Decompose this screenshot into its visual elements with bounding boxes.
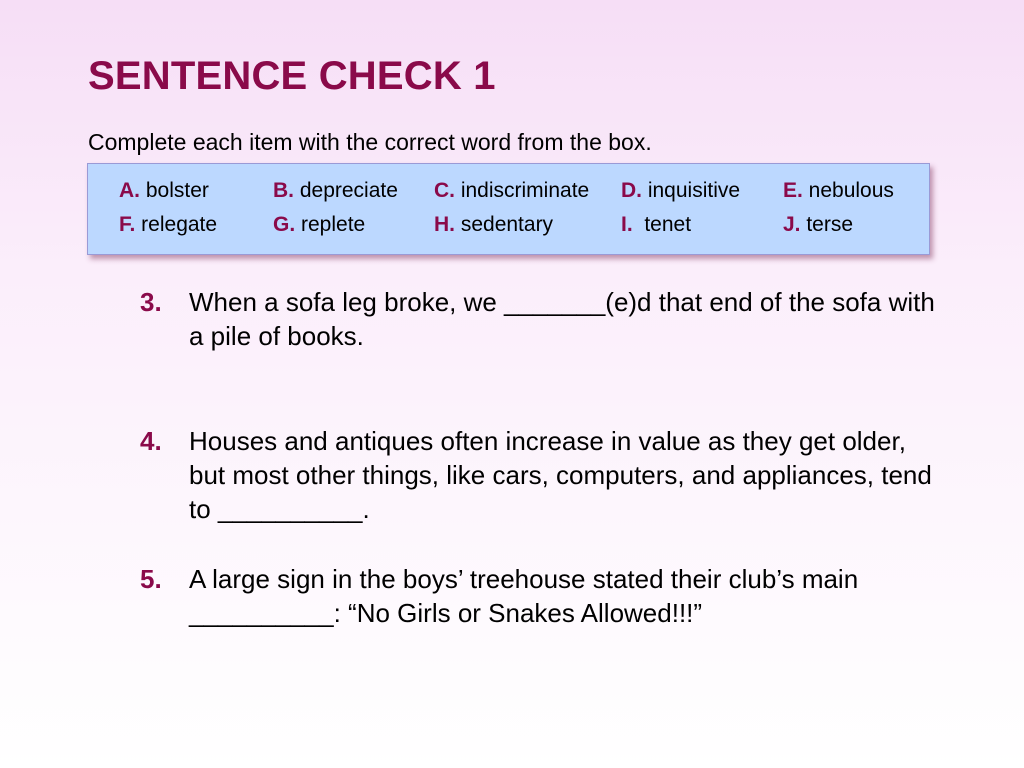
word-option-f	[119, 212, 217, 238]
word-text: bolster	[140, 179, 209, 202]
word-option-i	[621, 212, 691, 238]
page-title: SENTENCE CHECK 1	[88, 54, 496, 98]
word-text: replete	[295, 213, 366, 236]
word-letter: J.	[783, 213, 801, 236]
question-text: When a sofa leg broke, we _______(e)d that end of the sofa with a pile of books.	[189, 287, 935, 351]
word-option-e	[783, 178, 894, 204]
word-text: indiscriminate	[455, 179, 590, 202]
word-letter: F.	[119, 213, 136, 236]
word-letter: I.	[621, 213, 633, 236]
question-number: 4.	[140, 426, 162, 456]
question-text: Houses and antiques often increase in value as they get older, but most other things, like cars, computers, and appliances, tend to __________.	[189, 426, 932, 524]
word-letter: H.	[434, 213, 455, 236]
question-number: 3.	[140, 287, 162, 317]
word-letter: B.	[273, 179, 294, 202]
word-option-j	[783, 212, 853, 238]
word-option-a	[119, 178, 209, 204]
word-option-h	[434, 212, 553, 238]
word-text: nebulous	[802, 179, 894, 202]
word-text: terse	[800, 213, 854, 236]
word-text: relegate	[135, 213, 218, 236]
word-option-d	[621, 178, 740, 204]
word-option-b	[273, 178, 398, 204]
word-letter: A.	[119, 179, 140, 202]
question-number: 5.	[140, 564, 162, 594]
word-text: sedentary	[455, 213, 554, 236]
word-option-c	[434, 178, 589, 204]
word-letter: D.	[621, 179, 642, 202]
question-text: A large sign in the boys’ treehouse stated their club’s main __________: “No Girls or Snakes Allowed!!!”	[189, 564, 859, 628]
word-letter: E.	[783, 179, 803, 202]
word-box	[87, 163, 930, 255]
word-text: depreciate	[294, 179, 398, 202]
word-text: tenet	[632, 213, 692, 236]
instruction-text: Complete each item with the correct word from the box.	[88, 129, 652, 155]
word-text: inquisitive	[642, 179, 741, 202]
word-option-g	[273, 212, 365, 238]
word-letter: G.	[273, 213, 296, 236]
word-letter: C.	[434, 179, 455, 202]
